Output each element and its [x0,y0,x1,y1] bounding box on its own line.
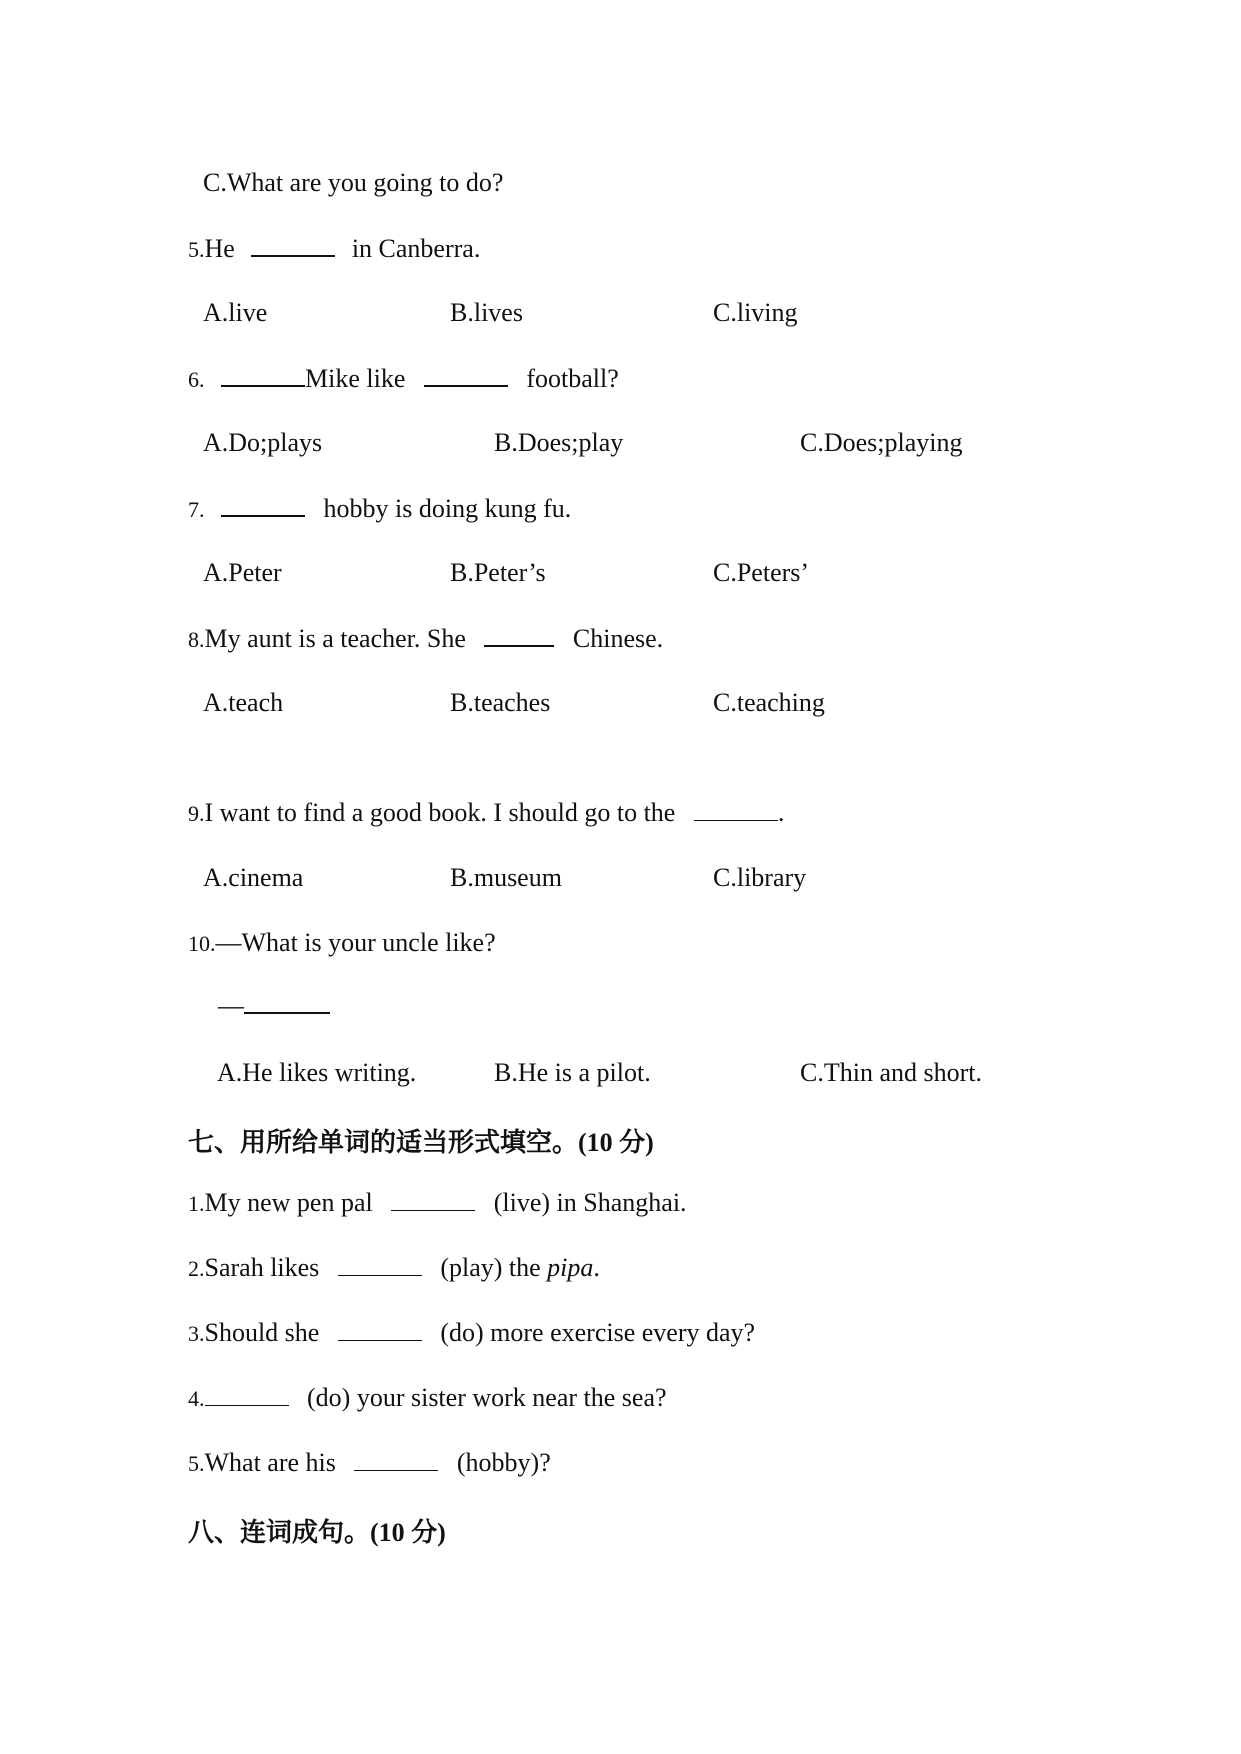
q5-option-c: C.living [713,298,798,327]
section-8-heading [188,1512,446,1549]
answer-blank-2[interactable] [424,363,508,387]
q9-option-a: A.cinema [203,863,304,892]
answer-blank[interactable] [484,623,554,647]
answer-blank[interactable] [205,1383,289,1406]
question-text-mid: Mike like [305,364,406,393]
answer-blank[interactable] [391,1188,475,1211]
question-number: 2. [188,1256,205,1281]
question-text-post: (do) your sister work near the sea? [307,1383,667,1412]
section-points: (10 分) [370,1518,446,1547]
s7-question-3 [188,1318,755,1349]
q8-option-b: B.teaches [450,688,551,717]
answer-blank[interactable] [338,1318,422,1341]
answer-blank[interactable] [338,1253,422,1276]
question-text-post: (play) the [440,1253,541,1282]
section-7-heading [188,1122,654,1159]
q6-option-b: B.Does;play [494,428,624,457]
question-text-post: . [777,798,785,827]
question-text-pre: My new pen pal [204,1188,373,1217]
q10-option-a: A.He likes writing. [217,1058,417,1087]
question-text-pre: Should she [204,1318,320,1347]
s7-question-2 [188,1253,600,1284]
question-number: 3. [188,1321,205,1346]
q7-option-c: C.Peters’ [713,558,810,587]
q6-option-a: A.Do;plays [203,428,323,457]
answer-blank[interactable] [244,990,330,1014]
question-text-post: (live) in Shanghai. [493,1188,687,1217]
question-text: —What is your uncle like? [215,928,496,957]
question-text-pre: My aunt is a teacher. She [204,624,466,653]
q9-option-c: C.library [713,863,807,892]
section-title: 七、用所给单词的适当形式填空。 [188,1128,579,1158]
q10-option-c: C.Thin and short. [800,1058,982,1087]
question-number: 5. [188,1451,205,1476]
question-10 [188,928,496,959]
question-number: 5. [188,237,205,262]
q5-option-b: B.lives [450,298,523,327]
question-text-pre: What are his [204,1448,336,1477]
answer-blank-1[interactable] [221,363,305,387]
question-text-post: (do) more exercise every day? [440,1318,756,1347]
section-points: (10 分) [578,1128,654,1157]
question-number: 8. [188,627,205,652]
answer-blank[interactable] [221,493,305,517]
question-number: 1. [188,1191,205,1216]
question-text-end: . [593,1253,600,1282]
answer-blank[interactable] [354,1448,438,1471]
question-6 [188,363,619,395]
question-text-pre: He [204,234,235,263]
question-text-post: Chinese. [572,624,664,653]
question-10-answer [218,990,330,1021]
q6-option-c: C.Does;playing [800,428,963,457]
question-text-post: hobby is doing kung fu. [323,494,572,523]
question-7 [188,493,571,525]
question-text-post: (hobby)? [456,1448,551,1477]
s7-question-4 [188,1383,667,1414]
q4-option-c: C.What are you going to do? [203,168,504,197]
question-text-post: in Canberra. [351,234,481,263]
question-9 [188,798,784,829]
question-number: 10. [188,931,216,956]
q8-option-c: C.teaching [713,688,825,717]
question-text-pre: I want to find a good book. I should go to the [204,798,676,827]
q5-option-a: A.live [203,298,268,327]
q7-option-a: A.Peter [203,558,282,587]
question-text-italic: pipa [547,1253,594,1282]
section-title: 八、连词成句。 [188,1518,371,1548]
question-5 [188,233,480,265]
q7-option-b: B.Peter’s [450,558,546,587]
question-number: 7. [188,497,205,522]
q8-option-a: A.teach [203,688,284,717]
q10-option-b: B.He is a pilot. [494,1058,651,1087]
answer-blank[interactable] [694,798,778,821]
answer-dash: — [218,991,244,1020]
question-text-post: football? [526,364,619,393]
answer-blank[interactable] [251,233,335,257]
question-text-pre: Sarah likes [204,1253,320,1282]
question-number: 6. [188,367,205,392]
question-number: 4. [188,1386,205,1411]
question-8 [188,623,663,655]
question-number: 9. [188,801,205,826]
s7-question-5 [188,1448,551,1479]
s7-question-1 [188,1188,687,1219]
q9-option-b: B.museum [450,863,562,892]
